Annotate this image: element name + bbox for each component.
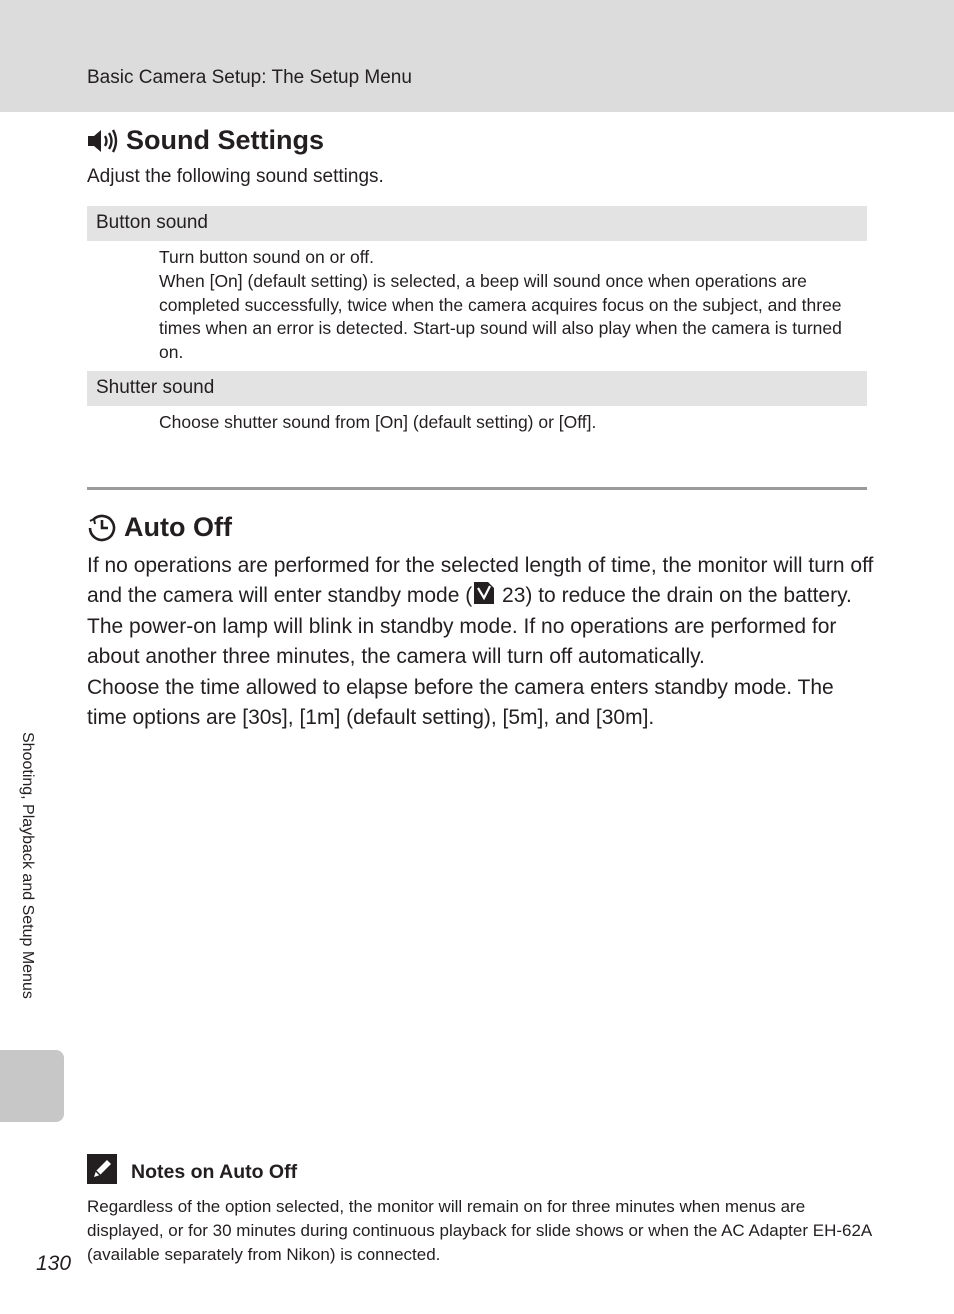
auto-off-paragraph-1	[87, 551, 877, 672]
side-tab-label: Shooting, Playback and Setup Menus	[19, 732, 36, 999]
page-number: 130	[36, 1252, 72, 1275]
auto-off-text: If no operations are performed for the selected length of time, the monitor will turn off and the camera will enter standby mode (	[87, 554, 874, 607]
note-body: Regardless of the option selected, the monitor will remain on for three minutes when menus are displayed, or for 30 minutes during continuous playback for slide shows or when the AC Adapter EH-62A (available separately from Nikon) is connected.	[87, 1197, 872, 1264]
option-button-sound-description	[159, 246, 859, 365]
option-shutter-sound-label: Shutter sound	[87, 371, 867, 406]
auto-off-text: 23) to reduce the drain on the battery. The power-on lamp will blink in standby mode. If no operations are performed for about another three minutes, the camera will turn off automatically.	[87, 583, 852, 669]
auto-off-paragraph-2	[87, 673, 877, 732]
page-header	[0, 0, 954, 112]
timer-icon	[87, 513, 117, 543]
option-button-sound-label: Button sound	[87, 206, 867, 241]
sound-settings-title: Sound Settings	[126, 125, 324, 155]
header-title: Basic Camera Setup: The Setup Menu	[87, 67, 412, 88]
auto-off-heading	[87, 512, 232, 543]
pencil-note-icon	[87, 1154, 117, 1190]
page-reference-icon	[474, 582, 494, 613]
option-shutter-sound-description	[159, 411, 859, 435]
auto-off-text: Choose the time allowed to elapse before the camera enters standby mode. The time options are [30s], [1m] (default setting), [5m], and [30m].	[87, 676, 834, 729]
option-description-line: When [On] (default setting) is selected, a beep will sound once when operations are completed successfully, twice when the camera acquires focus on the subject, and three times when an error is detected. Start-up sound will also play when the camera is turned on.	[159, 270, 842, 363]
side-tab	[0, 1050, 64, 1122]
speaker-icon	[87, 128, 119, 154]
option-description-line: Turn button sound on or off.	[159, 247, 375, 267]
note-heading	[87, 1154, 297, 1190]
note-title: Notes on Auto Off	[131, 1160, 298, 1183]
auto-off-title: Auto Off	[124, 512, 232, 542]
sound-settings-heading	[87, 125, 324, 156]
section-divider	[87, 487, 867, 490]
sound-settings-intro: Adjust the following sound settings.	[87, 166, 384, 187]
option-description-line: Choose shutter sound from [On] (default setting) or [Off].	[159, 412, 597, 432]
